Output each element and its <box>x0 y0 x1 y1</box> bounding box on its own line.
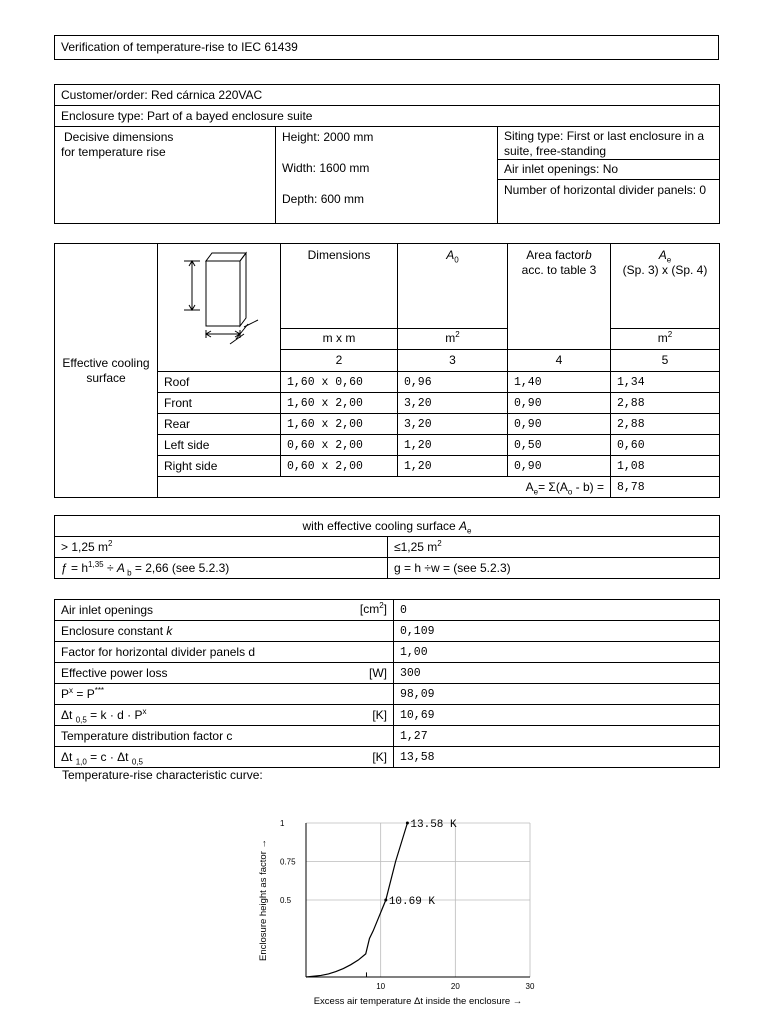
ae-header-formula: (Sp. 3) x (Sp. 4) <box>622 263 708 277</box>
surface-b: 1,40 <box>508 372 611 393</box>
divider-panels: Number of horizontal divider panels: 0 <box>498 180 720 224</box>
unit-ae: $m^2$ <box>611 328 720 350</box>
area-factor-table: acc. to table 3 <box>521 263 597 277</box>
cooling-surface-table <box>54 243 720 498</box>
calc-value: 1,27 <box>394 726 720 747</box>
calc-row <box>55 705 720 726</box>
y-axis-label: Enclosure height as factor → <box>258 839 269 961</box>
calc-value: 0 <box>394 600 720 621</box>
a0-header <box>398 244 508 329</box>
column-number-2: 2 <box>281 350 398 372</box>
calc-label: Δt $_{1,0}$ = c · Δt $_{0,5}$ [K] <box>55 747 394 768</box>
surface-b: 0,90 <box>508 456 611 477</box>
a0-header-sub: 0 <box>454 255 459 265</box>
surface-dimensions: 1,60 x 0,60 <box>281 372 398 393</box>
document-title: Verification of temperature-rise to IEC 61439 <box>55 36 719 60</box>
ae-header-a: A <box>658 248 667 262</box>
title-table <box>54 35 719 60</box>
height-value: Height: 2000 mm <box>282 130 374 144</box>
f-exponent-formula: ƒ = $h^{1,35} \div A$ $_b$ = 2,66 (see 5.2.3) <box>55 558 388 579</box>
surface-b: 0,50 <box>508 435 611 456</box>
calc-label: Temperature distribution factor c <box>55 726 394 747</box>
calc-value: 300 <box>394 663 720 684</box>
surface-a0: 3,20 <box>398 414 508 435</box>
calc-label: Effective power loss [W] <box>55 663 394 684</box>
cooling-label-2: surface <box>86 370 126 385</box>
annotation-label: 10.69 K <box>388 896 436 908</box>
enclosure-diagram-cell <box>158 244 281 372</box>
width-value: Width: 1600 mm <box>282 161 370 175</box>
calc-unit: [W] <box>369 666 387 680</box>
surface-a0: 1,20 <box>398 435 508 456</box>
unit-dimensions: m x m <box>281 328 398 350</box>
cooling-label-1: Effective cooling <box>62 355 150 370</box>
y-tick-label: 0.75 <box>280 857 296 867</box>
surface-a0: 1,20 <box>398 456 508 477</box>
curve-caption: Temperature-rise characteristic curve: <box>62 768 263 782</box>
surface-name: Roof <box>158 372 281 393</box>
exponent-table <box>54 515 720 579</box>
surface-b: 0,90 <box>508 393 611 414</box>
annotation-point <box>384 899 387 902</box>
greater-than-threshold: > 1,25 $m^2$ <box>55 537 388 558</box>
surface-a0: 0,96 <box>398 372 508 393</box>
ae-sum-label: $A_e= \Sigma(A_o - b)$ = <box>158 477 611 498</box>
effective-cooling-surface-label <box>55 244 158 498</box>
unit-a0: $m^2$ <box>398 328 508 350</box>
calc-row <box>55 663 720 684</box>
surface-dimensions: 1,60 x 2,00 <box>281 393 398 414</box>
g-exponent-formula: g = h ÷w = (see 5.2.3) <box>388 558 720 579</box>
siting-line-1: Siting type: First or last enclosure in a <box>504 129 705 143</box>
surface-dimensions: 0,60 x 2,00 <box>281 456 398 477</box>
surface-dimensions: 0,60 x 2,00 <box>281 435 398 456</box>
surface-name: Front <box>158 393 281 414</box>
calc-row <box>55 621 720 642</box>
calc-value: 0,109 <box>394 621 720 642</box>
calculation-table <box>54 599 720 768</box>
calc-row <box>55 747 720 768</box>
calc-value: 98,09 <box>394 684 720 705</box>
calc-value: 10,69 <box>394 705 720 726</box>
x-axis-label: Excess air temperature Δt inside the enclosure → <box>313 996 523 1007</box>
siting-type <box>498 127 720 160</box>
temperature-rise-chart <box>250 805 550 1020</box>
calc-label: Enclosure constant k <box>55 621 394 642</box>
surface-ae: 1,08 <box>611 456 720 477</box>
dimension-values <box>276 127 498 224</box>
x-tick-label: 10 <box>376 982 386 991</box>
surface-ae: 2,88 <box>611 393 720 414</box>
air-inlet-openings: Air inlet openings: No <box>498 160 720 180</box>
decisive-line-2: for temperature rise <box>61 145 166 159</box>
surface-ae: 2,88 <box>611 414 720 435</box>
dimensions-header: Dimensions <box>281 244 398 329</box>
area-factor-header <box>508 244 611 350</box>
surface-ae: 0,60 <box>611 435 720 456</box>
annotation-point <box>406 822 409 825</box>
ae-header-sub: e <box>666 255 672 265</box>
less-equal-threshold: ≤1,25 $m^2$ <box>388 537 720 558</box>
calc-row <box>55 684 720 705</box>
calc-row <box>55 642 720 663</box>
calc-row <box>55 726 720 747</box>
area-factor-label: Area factor <box>526 248 585 262</box>
x-tick-label: 30 <box>525 982 535 991</box>
ae-sum-value: 8,78 <box>611 477 720 498</box>
calc-unit: $[cm^2]$ <box>359 601 387 616</box>
column-number-3: 3 <box>398 350 508 372</box>
siting-line-2: suite, free-standing <box>504 144 607 158</box>
surface-name: Right side <box>158 456 281 477</box>
calc-label: Factor for horizontal divider panels d <box>55 642 394 663</box>
annotation-label: 13.58 K <box>410 819 457 831</box>
surface-ae: 1,34 <box>611 372 720 393</box>
surface-dimensions: 1,60 x 2,00 <box>281 414 398 435</box>
calc-label: $P^x = P^{***}$ <box>55 684 394 705</box>
calc-row <box>55 600 720 621</box>
surface-name: Left side <box>158 435 281 456</box>
exponent-header: with effective cooling surface $A_e$ <box>55 516 720 537</box>
calc-unit: [K] <box>372 750 387 764</box>
enclosure-type: Enclosure type: Part of a bayed enclosure suite <box>55 106 720 127</box>
column-number-5: 5 <box>611 350 720 372</box>
calc-value: 1,00 <box>394 642 720 663</box>
depth-value: Depth: 600 mm <box>282 192 365 206</box>
calc-label: Air inlet openings $[cm^2]$ <box>55 600 394 621</box>
customer-order: Customer/order: Red cárnica 220VAC <box>55 85 720 106</box>
surface-b: 0,90 <box>508 414 611 435</box>
ae-header <box>611 244 720 329</box>
calc-label: Δt $_{0,5} = k \cdot d \cdot P^x$ [K] <box>55 705 394 726</box>
a0-header-a: A <box>446 248 455 262</box>
calc-value: 13,58 <box>394 747 720 768</box>
x-tick-label: 20 <box>450 982 460 991</box>
calc-unit: [K] <box>372 708 387 722</box>
enclosure-dimension-icon <box>158 244 281 367</box>
decisive-dimensions-label <box>55 127 276 224</box>
surface-a0: 3,20 <box>398 393 508 414</box>
surface-name: Rear <box>158 414 281 435</box>
y-tick-label: 0.5 <box>280 896 292 905</box>
info-table <box>54 84 720 224</box>
column-number-4: 4 <box>508 350 611 372</box>
area-factor-b: b <box>585 248 592 262</box>
y-tick-label: 1 <box>280 819 285 828</box>
decisive-line-1: Decisive dimensions <box>64 130 174 144</box>
